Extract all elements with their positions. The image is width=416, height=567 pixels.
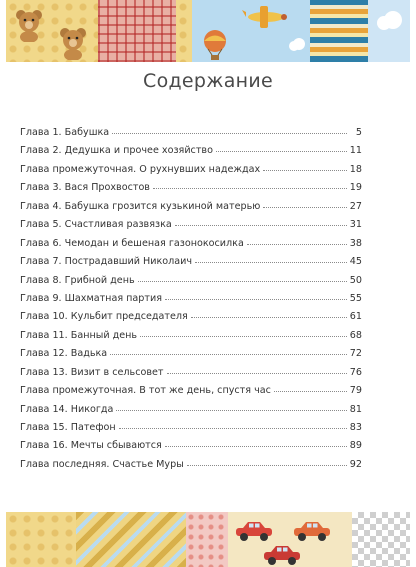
page-number: 92 — [349, 458, 362, 470]
page-number: 68 — [349, 329, 362, 341]
page-number: 79 — [349, 385, 362, 397]
page-number: 81 — [349, 403, 362, 415]
chapter-title: Глава 1. Бабушка — [20, 127, 110, 138]
chapter-title: Глава 12. Вадька — [20, 348, 108, 360]
chapter-title: Глава последняя. Счастье Муры — [20, 458, 184, 470]
cloud-icon — [374, 10, 404, 32]
airplane-icon — [242, 4, 290, 30]
toc-entry[interactable] — [20, 422, 362, 440]
dot-leader — [138, 280, 347, 282]
page-number: 55 — [349, 292, 362, 304]
toc-entry[interactable] — [20, 311, 362, 329]
chapter-title: Глава 5. Счастливая развязка — [20, 219, 172, 231]
page-number: 76 — [349, 366, 362, 378]
page-number: 83 — [349, 422, 362, 433]
dot-leader — [167, 372, 347, 374]
sky-patch — [368, 0, 410, 62]
red-plaid-patch — [98, 0, 176, 62]
stripes-patch — [310, 0, 368, 62]
toc-entry[interactable] — [20, 293, 362, 311]
page-number: 5 — [355, 127, 362, 138]
page-number: 18 — [349, 163, 362, 175]
toc-entry[interactable] — [20, 256, 362, 274]
table-of-contents — [20, 127, 362, 477]
teddy-bear-patch — [176, 0, 192, 62]
cloud-icon — [288, 36, 306, 54]
chapter-title: Глава 16. Мечты сбываются — [20, 440, 162, 452]
page-number: 45 — [349, 256, 362, 268]
dot-leader — [116, 409, 346, 411]
teddy-bear-icon — [58, 26, 88, 60]
page-number: 11 — [349, 145, 362, 157]
chapter-title: Глава 13. Визит в сельсовет — [20, 366, 164, 378]
dot-leader — [191, 316, 347, 318]
diagonal-stripes-patch — [76, 512, 186, 567]
toc-entry[interactable] — [20, 219, 362, 237]
chapter-title: Глава 6. Чемодан и бешеная газонокосилка — [20, 237, 244, 249]
dot-leader — [112, 132, 347, 134]
dot-leader — [165, 298, 347, 300]
dot-leader — [187, 464, 347, 466]
page-number: 61 — [349, 311, 362, 323]
chapter-title: Глава 11. Банный день — [20, 329, 138, 341]
top-decorative-band — [6, 0, 410, 62]
toc-entry[interactable] — [20, 348, 362, 366]
toc-entry[interactable] — [20, 385, 362, 403]
toy-car-icon — [234, 520, 274, 542]
toy-cars-patch — [228, 512, 352, 567]
toc-entry[interactable] — [20, 145, 362, 163]
dot-leader — [195, 261, 347, 263]
toc-entry[interactable] — [20, 367, 362, 385]
sky-patch — [192, 0, 310, 62]
chapter-title: Глава 9. Шахматная партия — [20, 292, 162, 304]
hot-air-balloon-icon — [202, 30, 228, 60]
teddy-bear-icon — [14, 8, 44, 42]
chapter-title: Глава 8. Грибной день — [20, 274, 135, 286]
chapter-title: Глава промежуточная. О рухнувших надеждах — [20, 163, 261, 175]
chapter-title: Глава 14. Никогда — [20, 403, 114, 415]
page-number: 89 — [349, 440, 362, 452]
toc-entry[interactable] — [20, 459, 362, 477]
toc-entry[interactable] — [20, 182, 362, 200]
chapter-title: Глава 3. Вася Прохвостов — [20, 182, 150, 194]
chapter-title: Глава 7. Пострадавший Николаич — [20, 256, 193, 268]
dot-leader — [165, 445, 347, 447]
toc-entry[interactable] — [20, 238, 362, 256]
dot-leader — [263, 169, 347, 171]
dot-leader — [274, 390, 347, 392]
toc-entry[interactable] — [20, 127, 362, 145]
checkerboard-patch — [352, 512, 410, 567]
page-number: 50 — [349, 274, 362, 286]
yellow-dots-patch — [6, 512, 76, 567]
toc-entry[interactable] — [20, 440, 362, 458]
chapter-title: Глава 10. Кульбит председателя — [20, 311, 188, 323]
chapter-title: Глава 4. Бабушка грозится кузькиной матерью — [20, 200, 261, 212]
dot-leader — [153, 187, 347, 189]
dot-leader — [140, 335, 347, 337]
page-number: 27 — [349, 200, 362, 212]
dot-leader — [110, 353, 347, 355]
page-number: 31 — [349, 219, 362, 231]
chapter-title: Глава 15. Патефон — [20, 422, 116, 433]
dot-leader — [263, 206, 346, 208]
chapter-title: Глава промежуточная. В тот же день, спустя час — [20, 385, 271, 397]
page-number: 19 — [349, 182, 362, 194]
toc-entry[interactable] — [20, 404, 362, 422]
dot-leader — [216, 150, 347, 152]
toc-entry[interactable] — [20, 275, 362, 293]
dot-leader — [119, 427, 347, 429]
page-number: 72 — [349, 348, 362, 360]
toy-car-icon — [262, 544, 302, 566]
toc-entry[interactable] — [20, 201, 362, 219]
page-title: Содержание — [143, 70, 273, 92]
dot-leader — [175, 224, 347, 226]
toc-entry[interactable] — [20, 164, 362, 182]
dot-leader — [247, 243, 347, 245]
bottom-decorative-band — [6, 512, 410, 567]
chapter-title: Глава 2. Дедушка и прочее хозяйство — [20, 145, 213, 157]
toy-car-icon — [292, 520, 332, 542]
page-number: 38 — [349, 237, 362, 249]
pink-dots-patch — [186, 512, 228, 567]
teddy-bear-patch — [6, 0, 98, 62]
toc-entry[interactable] — [20, 330, 362, 348]
